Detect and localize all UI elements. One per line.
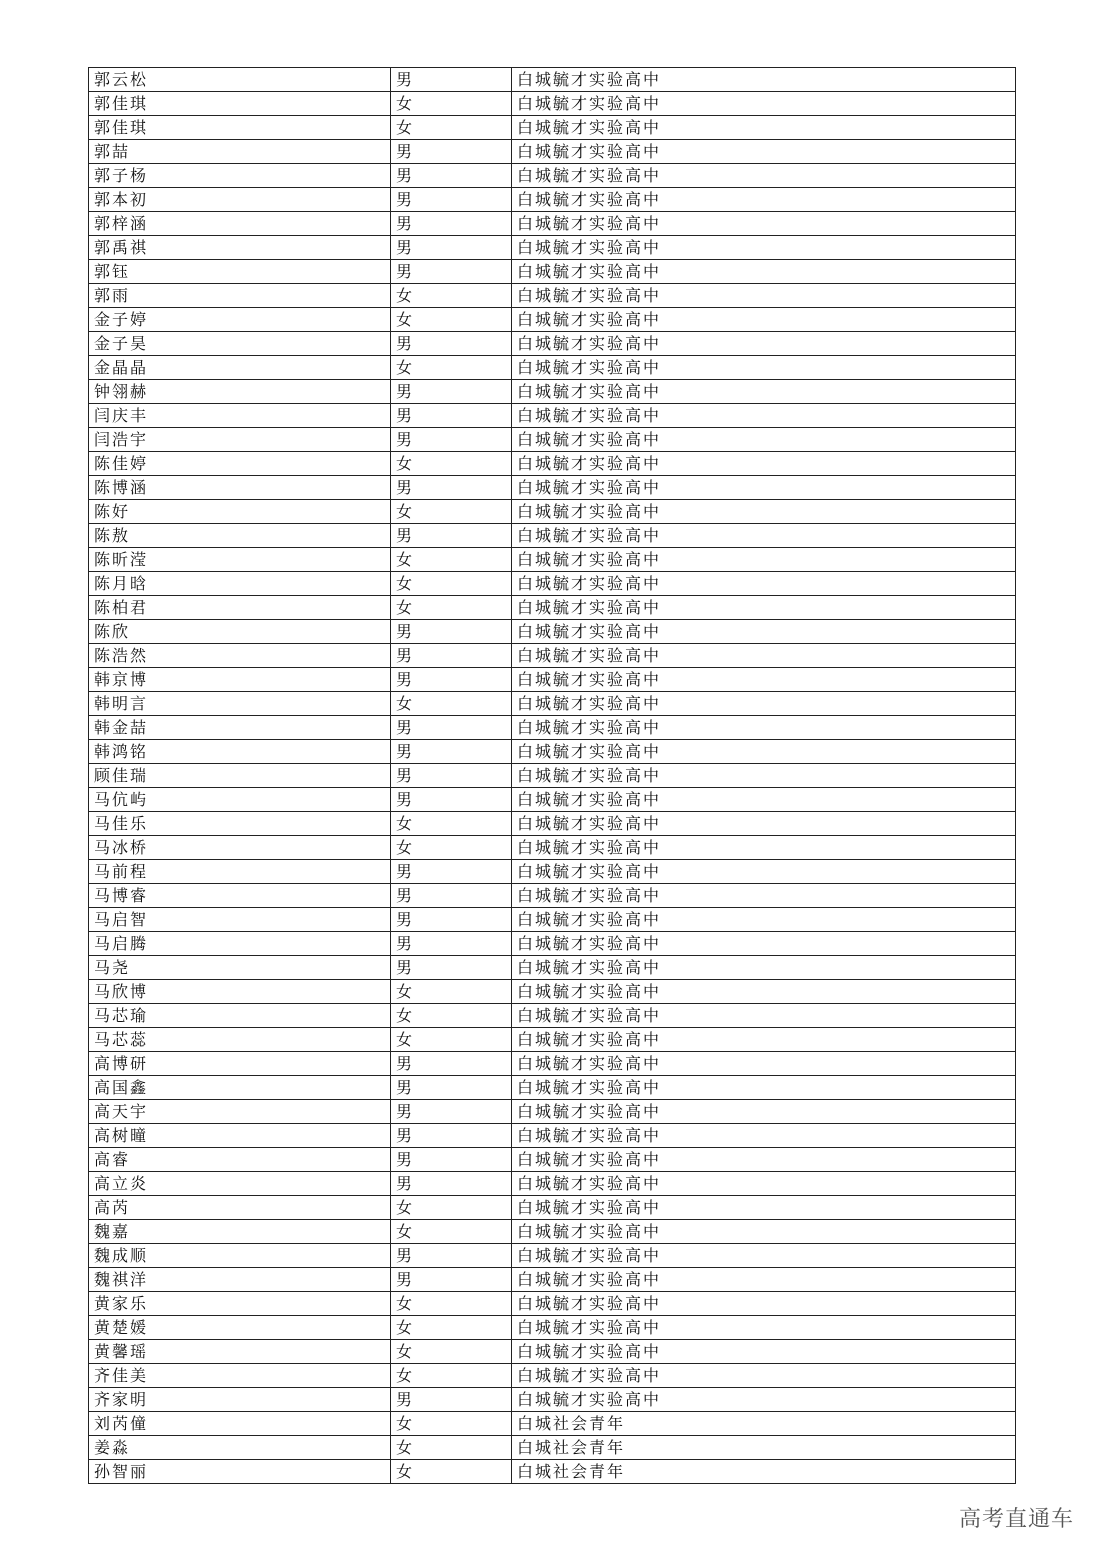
table-row bbox=[89, 1460, 1016, 1484]
student-name-cell: 郭雨 bbox=[89, 284, 391, 308]
school-cell: 白城毓才实验高中 bbox=[512, 212, 1016, 236]
gender-cell: 女 bbox=[391, 812, 512, 836]
gender-cell: 女 bbox=[391, 1436, 512, 1460]
student-list-table bbox=[88, 67, 1016, 1484]
table-row bbox=[89, 428, 1016, 452]
gender-cell: 女 bbox=[391, 980, 512, 1004]
gender-cell: 女 bbox=[391, 1316, 512, 1340]
school-cell: 白城毓才实验高中 bbox=[512, 668, 1016, 692]
table-row bbox=[89, 1268, 1016, 1292]
school-cell: 白城毓才实验高中 bbox=[512, 1148, 1016, 1172]
student-name-cell: 马前程 bbox=[89, 860, 391, 884]
table-row bbox=[89, 1364, 1016, 1388]
school-cell: 白城毓才实验高中 bbox=[512, 1364, 1016, 1388]
table-row bbox=[89, 1004, 1016, 1028]
gender-cell: 男 bbox=[391, 212, 512, 236]
gender-cell: 女 bbox=[391, 1292, 512, 1316]
student-name-cell: 马尧 bbox=[89, 956, 391, 980]
gender-cell: 男 bbox=[391, 476, 512, 500]
student-name-cell: 高博研 bbox=[89, 1052, 391, 1076]
gender-cell: 男 bbox=[391, 764, 512, 788]
table-row bbox=[89, 1316, 1016, 1340]
table-row bbox=[89, 236, 1016, 260]
table-row bbox=[89, 1100, 1016, 1124]
student-name-cell: 郭佳琪 bbox=[89, 116, 391, 140]
table-row bbox=[89, 404, 1016, 428]
gender-cell: 女 bbox=[391, 1340, 512, 1364]
student-name-cell: 陈浩然 bbox=[89, 644, 391, 668]
watermark-text: 高考直通车 bbox=[958, 1507, 1074, 1532]
student-name-cell: 高国鑫 bbox=[89, 1076, 391, 1100]
table-row bbox=[89, 452, 1016, 476]
school-cell: 白城毓才实验高中 bbox=[512, 284, 1016, 308]
student-name-cell: 闫庆丰 bbox=[89, 404, 391, 428]
gender-cell: 女 bbox=[391, 1460, 512, 1484]
table-row bbox=[89, 764, 1016, 788]
gender-cell: 男 bbox=[391, 716, 512, 740]
table-row bbox=[89, 500, 1016, 524]
school-cell: 白城毓才实验高中 bbox=[512, 740, 1016, 764]
school-cell: 白城毓才实验高中 bbox=[512, 68, 1016, 92]
table-row bbox=[89, 716, 1016, 740]
gender-cell: 男 bbox=[391, 668, 512, 692]
student-name-cell: 魏嘉 bbox=[89, 1220, 391, 1244]
gender-cell: 男 bbox=[391, 1052, 512, 1076]
student-name-cell: 黄馨瑶 bbox=[89, 1340, 391, 1364]
student-name-cell: 韩金喆 bbox=[89, 716, 391, 740]
table-row bbox=[89, 1196, 1016, 1220]
gender-cell: 男 bbox=[391, 332, 512, 356]
student-name-cell: 孙智丽 bbox=[89, 1460, 391, 1484]
gender-cell: 女 bbox=[391, 1220, 512, 1244]
student-name-cell: 马芯蕊 bbox=[89, 1028, 391, 1052]
table-row bbox=[89, 884, 1016, 908]
table-row bbox=[89, 140, 1016, 164]
table-row bbox=[89, 476, 1016, 500]
table-row bbox=[89, 1220, 1016, 1244]
student-name-cell: 郭喆 bbox=[89, 140, 391, 164]
table-row bbox=[89, 380, 1016, 404]
table-row bbox=[89, 1148, 1016, 1172]
gender-cell: 女 bbox=[391, 1028, 512, 1052]
school-cell: 白城毓才实验高中 bbox=[512, 596, 1016, 620]
student-name-cell: 高芮 bbox=[89, 1196, 391, 1220]
school-cell: 白城毓才实验高中 bbox=[512, 764, 1016, 788]
school-cell: 白城毓才实验高中 bbox=[512, 812, 1016, 836]
table-row bbox=[89, 1172, 1016, 1196]
school-cell: 白城毓才实验高中 bbox=[512, 1292, 1016, 1316]
student-name-cell: 郭梓涵 bbox=[89, 212, 391, 236]
gender-cell: 男 bbox=[391, 1172, 512, 1196]
school-cell: 白城毓才实验高中 bbox=[512, 404, 1016, 428]
table-row bbox=[89, 116, 1016, 140]
school-cell: 白城毓才实验高中 bbox=[512, 1268, 1016, 1292]
gender-cell: 男 bbox=[391, 1076, 512, 1100]
student-name-cell: 郭钰 bbox=[89, 260, 391, 284]
student-name-cell: 陈敖 bbox=[89, 524, 391, 548]
gender-cell: 男 bbox=[391, 260, 512, 284]
table-row bbox=[89, 980, 1016, 1004]
school-cell: 白城社会青年 bbox=[512, 1436, 1016, 1460]
gender-cell: 女 bbox=[391, 836, 512, 860]
table-row bbox=[89, 836, 1016, 860]
school-cell: 白城毓才实验高中 bbox=[512, 428, 1016, 452]
gender-cell: 男 bbox=[391, 644, 512, 668]
school-cell: 白城毓才实验高中 bbox=[512, 1340, 1016, 1364]
gender-cell: 男 bbox=[391, 1268, 512, 1292]
table-row bbox=[89, 668, 1016, 692]
student-name-cell: 高立炎 bbox=[89, 1172, 391, 1196]
gender-cell: 男 bbox=[391, 1388, 512, 1412]
student-name-cell: 马欣博 bbox=[89, 980, 391, 1004]
gender-cell: 女 bbox=[391, 572, 512, 596]
table-row bbox=[89, 572, 1016, 596]
gender-cell: 男 bbox=[391, 884, 512, 908]
gender-cell: 男 bbox=[391, 1100, 512, 1124]
student-name-cell: 顾佳瑞 bbox=[89, 764, 391, 788]
student-name-cell: 齐家明 bbox=[89, 1388, 391, 1412]
table-row bbox=[89, 356, 1016, 380]
table-row bbox=[89, 1052, 1016, 1076]
gender-cell: 女 bbox=[391, 1412, 512, 1436]
school-cell: 白城毓才实验高中 bbox=[512, 1124, 1016, 1148]
student-name-cell: 姜淼 bbox=[89, 1436, 391, 1460]
student-name-cell: 马启智 bbox=[89, 908, 391, 932]
student-name-cell: 马佳乐 bbox=[89, 812, 391, 836]
table-row bbox=[89, 644, 1016, 668]
student-name-cell: 马博睿 bbox=[89, 884, 391, 908]
student-name-cell: 马伉屿 bbox=[89, 788, 391, 812]
student-name-cell: 黄楚媛 bbox=[89, 1316, 391, 1340]
table-row bbox=[89, 212, 1016, 236]
student-list-body bbox=[89, 68, 1016, 1484]
school-cell: 白城毓才实验高中 bbox=[512, 836, 1016, 860]
student-name-cell: 金子昊 bbox=[89, 332, 391, 356]
gender-cell: 女 bbox=[391, 92, 512, 116]
school-cell: 白城毓才实验高中 bbox=[512, 140, 1016, 164]
gender-cell: 男 bbox=[391, 236, 512, 260]
school-cell: 白城毓才实验高中 bbox=[512, 860, 1016, 884]
school-cell: 白城毓才实验高中 bbox=[512, 1244, 1016, 1268]
gender-cell: 男 bbox=[391, 404, 512, 428]
school-cell: 白城毓才实验高中 bbox=[512, 476, 1016, 500]
student-name-cell: 韩鸿铭 bbox=[89, 740, 391, 764]
student-name-cell: 郭子杨 bbox=[89, 164, 391, 188]
school-cell: 白城毓才实验高中 bbox=[512, 188, 1016, 212]
school-cell: 白城毓才实验高中 bbox=[512, 644, 1016, 668]
student-name-cell: 高睿 bbox=[89, 1148, 391, 1172]
school-cell: 白城毓才实验高中 bbox=[512, 884, 1016, 908]
gender-cell: 女 bbox=[391, 452, 512, 476]
school-cell: 白城毓才实验高中 bbox=[512, 1196, 1016, 1220]
student-name-cell: 刘芮僮 bbox=[89, 1412, 391, 1436]
table-row bbox=[89, 1028, 1016, 1052]
table-row bbox=[89, 596, 1016, 620]
school-cell: 白城毓才实验高中 bbox=[512, 332, 1016, 356]
gender-cell: 男 bbox=[391, 740, 512, 764]
school-cell: 白城毓才实验高中 bbox=[512, 1316, 1016, 1340]
table-row bbox=[89, 740, 1016, 764]
table-row bbox=[89, 1436, 1016, 1460]
table-row bbox=[89, 860, 1016, 884]
school-cell: 白城毓才实验高中 bbox=[512, 116, 1016, 140]
table-row bbox=[89, 188, 1016, 212]
student-name-cell: 钟翎赫 bbox=[89, 380, 391, 404]
school-cell: 白城毓才实验高中 bbox=[512, 932, 1016, 956]
student-name-cell: 魏成顺 bbox=[89, 1244, 391, 1268]
table-row bbox=[89, 308, 1016, 332]
school-cell: 白城毓才实验高中 bbox=[512, 956, 1016, 980]
school-cell: 白城毓才实验高中 bbox=[512, 908, 1016, 932]
school-cell: 白城毓才实验高中 bbox=[512, 380, 1016, 404]
school-cell: 白城毓才实验高中 bbox=[512, 260, 1016, 284]
table-row bbox=[89, 284, 1016, 308]
gender-cell: 女 bbox=[391, 1196, 512, 1220]
school-cell: 白城毓才实验高中 bbox=[512, 1052, 1016, 1076]
student-name-cell: 陈欣 bbox=[89, 620, 391, 644]
school-cell: 白城毓才实验高中 bbox=[512, 620, 1016, 644]
school-cell: 白城毓才实验高中 bbox=[512, 1028, 1016, 1052]
table-row bbox=[89, 1388, 1016, 1412]
school-cell: 白城毓才实验高中 bbox=[512, 500, 1016, 524]
gender-cell: 男 bbox=[391, 860, 512, 884]
student-name-cell: 马芯瑜 bbox=[89, 1004, 391, 1028]
gender-cell: 女 bbox=[391, 596, 512, 620]
table-row bbox=[89, 524, 1016, 548]
gender-cell: 女 bbox=[391, 1004, 512, 1028]
table-row bbox=[89, 1292, 1016, 1316]
table-row bbox=[89, 692, 1016, 716]
school-cell: 白城毓才实验高中 bbox=[512, 1220, 1016, 1244]
table-row bbox=[89, 1124, 1016, 1148]
student-name-cell: 高树曈 bbox=[89, 1124, 391, 1148]
gender-cell: 男 bbox=[391, 428, 512, 452]
gender-cell: 男 bbox=[391, 908, 512, 932]
student-name-cell: 马启腾 bbox=[89, 932, 391, 956]
gender-cell: 男 bbox=[391, 932, 512, 956]
school-cell: 白城毓才实验高中 bbox=[512, 1388, 1016, 1412]
gender-cell: 男 bbox=[391, 164, 512, 188]
student-name-cell: 陈博涵 bbox=[89, 476, 391, 500]
student-name-cell: 陈昕滢 bbox=[89, 548, 391, 572]
student-name-cell: 郭禹祺 bbox=[89, 236, 391, 260]
student-name-cell: 陈佳婷 bbox=[89, 452, 391, 476]
gender-cell: 女 bbox=[391, 116, 512, 140]
gender-cell: 男 bbox=[391, 620, 512, 644]
gender-cell: 男 bbox=[391, 1244, 512, 1268]
table-row bbox=[89, 812, 1016, 836]
school-cell: 白城社会青年 bbox=[512, 1412, 1016, 1436]
student-name-cell: 金晶晶 bbox=[89, 356, 391, 380]
gender-cell: 男 bbox=[391, 956, 512, 980]
gender-cell: 男 bbox=[391, 1124, 512, 1148]
school-cell: 白城毓才实验高中 bbox=[512, 692, 1016, 716]
school-cell: 白城毓才实验高中 bbox=[512, 980, 1016, 1004]
gender-cell: 女 bbox=[391, 356, 512, 380]
gender-cell: 女 bbox=[391, 692, 512, 716]
gender-cell: 男 bbox=[391, 524, 512, 548]
student-name-cell: 马冰桥 bbox=[89, 836, 391, 860]
school-cell: 白城毓才实验高中 bbox=[512, 548, 1016, 572]
gender-cell: 女 bbox=[391, 548, 512, 572]
table-row bbox=[89, 164, 1016, 188]
school-cell: 白城毓才实验高中 bbox=[512, 572, 1016, 596]
table-row bbox=[89, 1340, 1016, 1364]
student-name-cell: 陈柏君 bbox=[89, 596, 391, 620]
gender-cell: 女 bbox=[391, 308, 512, 332]
table-row bbox=[89, 620, 1016, 644]
school-cell: 白城社会青年 bbox=[512, 1460, 1016, 1484]
table-row bbox=[89, 908, 1016, 932]
table-row bbox=[89, 548, 1016, 572]
gender-cell: 女 bbox=[391, 500, 512, 524]
gender-cell: 女 bbox=[391, 284, 512, 308]
gender-cell: 男 bbox=[391, 380, 512, 404]
student-name-cell: 高天宇 bbox=[89, 1100, 391, 1124]
school-cell: 白城毓才实验高中 bbox=[512, 236, 1016, 260]
school-cell: 白城毓才实验高中 bbox=[512, 1004, 1016, 1028]
school-cell: 白城毓才实验高中 bbox=[512, 92, 1016, 116]
gender-cell: 男 bbox=[391, 68, 512, 92]
student-name-cell: 郭云松 bbox=[89, 68, 391, 92]
school-cell: 白城毓才实验高中 bbox=[512, 356, 1016, 380]
gender-cell: 男 bbox=[391, 140, 512, 164]
gender-cell: 男 bbox=[391, 1148, 512, 1172]
table-row bbox=[89, 932, 1016, 956]
student-name-cell: 郭本初 bbox=[89, 188, 391, 212]
table-row bbox=[89, 1076, 1016, 1100]
student-name-cell: 黄家乐 bbox=[89, 1292, 391, 1316]
school-cell: 白城毓才实验高中 bbox=[512, 716, 1016, 740]
school-cell: 白城毓才实验高中 bbox=[512, 452, 1016, 476]
table-row bbox=[89, 332, 1016, 356]
table-row bbox=[89, 956, 1016, 980]
student-name-cell: 金子婷 bbox=[89, 308, 391, 332]
student-name-cell: 韩明言 bbox=[89, 692, 391, 716]
school-cell: 白城毓才实验高中 bbox=[512, 1076, 1016, 1100]
student-name-cell: 魏祺洋 bbox=[89, 1268, 391, 1292]
school-cell: 白城毓才实验高中 bbox=[512, 308, 1016, 332]
student-name-cell: 陈月晗 bbox=[89, 572, 391, 596]
gender-cell: 男 bbox=[391, 788, 512, 812]
table-row bbox=[89, 1412, 1016, 1436]
student-name-cell: 郭佳琪 bbox=[89, 92, 391, 116]
school-cell: 白城毓才实验高中 bbox=[512, 1172, 1016, 1196]
student-name-cell: 韩京博 bbox=[89, 668, 391, 692]
table-row bbox=[89, 260, 1016, 284]
table-row bbox=[89, 68, 1016, 92]
table-row bbox=[89, 92, 1016, 116]
table-row bbox=[89, 1244, 1016, 1268]
table-row bbox=[89, 788, 1016, 812]
school-cell: 白城毓才实验高中 bbox=[512, 524, 1016, 548]
student-name-cell: 齐佳美 bbox=[89, 1364, 391, 1388]
student-name-cell: 陈好 bbox=[89, 500, 391, 524]
school-cell: 白城毓才实验高中 bbox=[512, 1100, 1016, 1124]
school-cell: 白城毓才实验高中 bbox=[512, 164, 1016, 188]
student-name-cell: 闫浩宇 bbox=[89, 428, 391, 452]
gender-cell: 男 bbox=[391, 188, 512, 212]
school-cell: 白城毓才实验高中 bbox=[512, 788, 1016, 812]
gender-cell: 女 bbox=[391, 1364, 512, 1388]
